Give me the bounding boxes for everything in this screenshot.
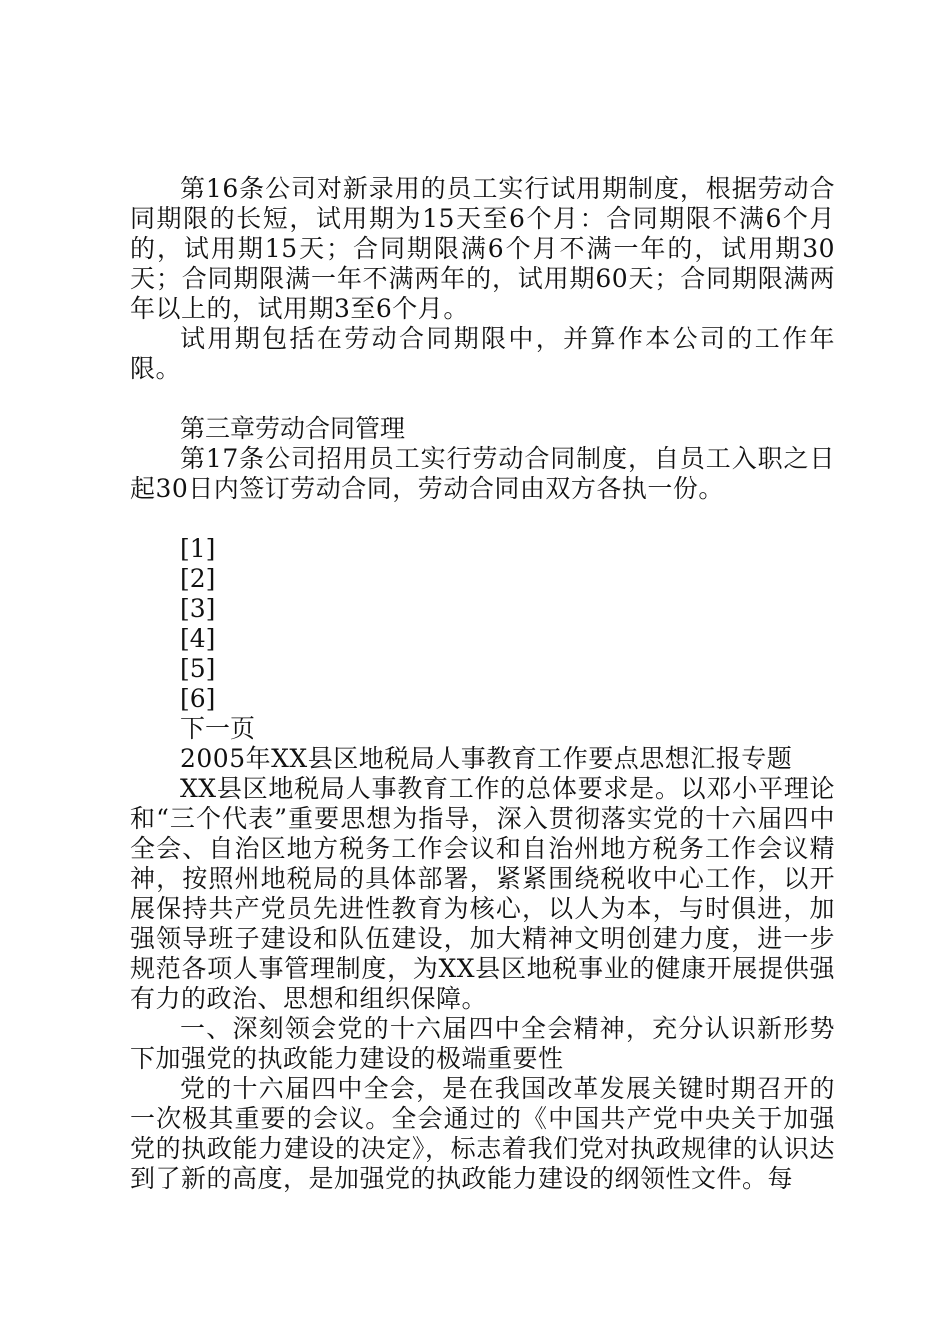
chapter-3-heading: 第三章劳动合同管理 [180, 414, 406, 443]
spacer [130, 384, 835, 414]
section-1-heading: 一、深刻领会党的十六届四中全会精神，充分认识新形势下加强党的执政能力建设的极端重要性 [130, 1014, 835, 1073]
page-link-3[interactable]: [3] [180, 594, 216, 623]
page-link-4[interactable]: [4] [180, 624, 216, 653]
general-requirements-paragraph: XX县区地税局人事教育工作的总体要求是。以邓小平理论和“三个代表”重要思想为指导，深入贯彻落实党的十六届四中全会、自治区地方税务工作会议和自治州地方税务工作会议精神，按照州地税局的具体部署，紧紧围绕税收中心工作，以开展保持共产党员先进性教育为核心，以人为本，与时俱进，加强领导班子建设和队伍建设，加大精神文明创建力度，进一步规范各项人事管理制度，为XX县区地税事业的健康开展提供强有力的政治、思想和组织保障。 [130, 774, 835, 1013]
page-link-2[interactable]: [2] [180, 564, 216, 593]
article-16-paragraph: 第16条公司对新录用的员工实行试用期制度，根据劳动合同期限的长短，试用期为15天至6个月：合同期限不满6个月的，试用期15天；合同期限满6个月不满一年的，试用期30天；合同期限满一年不满两年的，试用期60天；合同期限满两年以上的，试用期3至6个月。 [130, 174, 835, 323]
page-link-5[interactable]: [5] [180, 654, 216, 683]
report-title: 2005年XX县区地税局人事教育工作要点思想汇报专题 [180, 744, 793, 773]
page-link-6[interactable]: [6] [180, 684, 216, 713]
next-page-link[interactable]: 下一页 [180, 714, 256, 743]
probation-note-paragraph: 试用期包括在劳动合同期限中，并算作本公司的工作年限。 [130, 324, 835, 383]
page-reference-list [130, 534, 835, 714]
spacer [130, 504, 835, 534]
section-1-body: 党的十六届四中全会，是在我国改革发展关键时期召开的一次极其重要的会议。全会通过的《中国共产党中央关于加强党的执政能力建设的决定》，标志着我们党对执政规律的认识达到了新的高度，是加强党的执政能力建设的纲领性文件。每 [130, 1074, 835, 1193]
page-link-1[interactable]: [1] [180, 534, 216, 563]
article-17-paragraph: 第17条公司招用员工实行劳动合同制度，自员工入职之日起30日内签订劳动合同，劳动合同由双方各执一份。 [130, 444, 835, 503]
document-body [130, 174, 835, 1194]
